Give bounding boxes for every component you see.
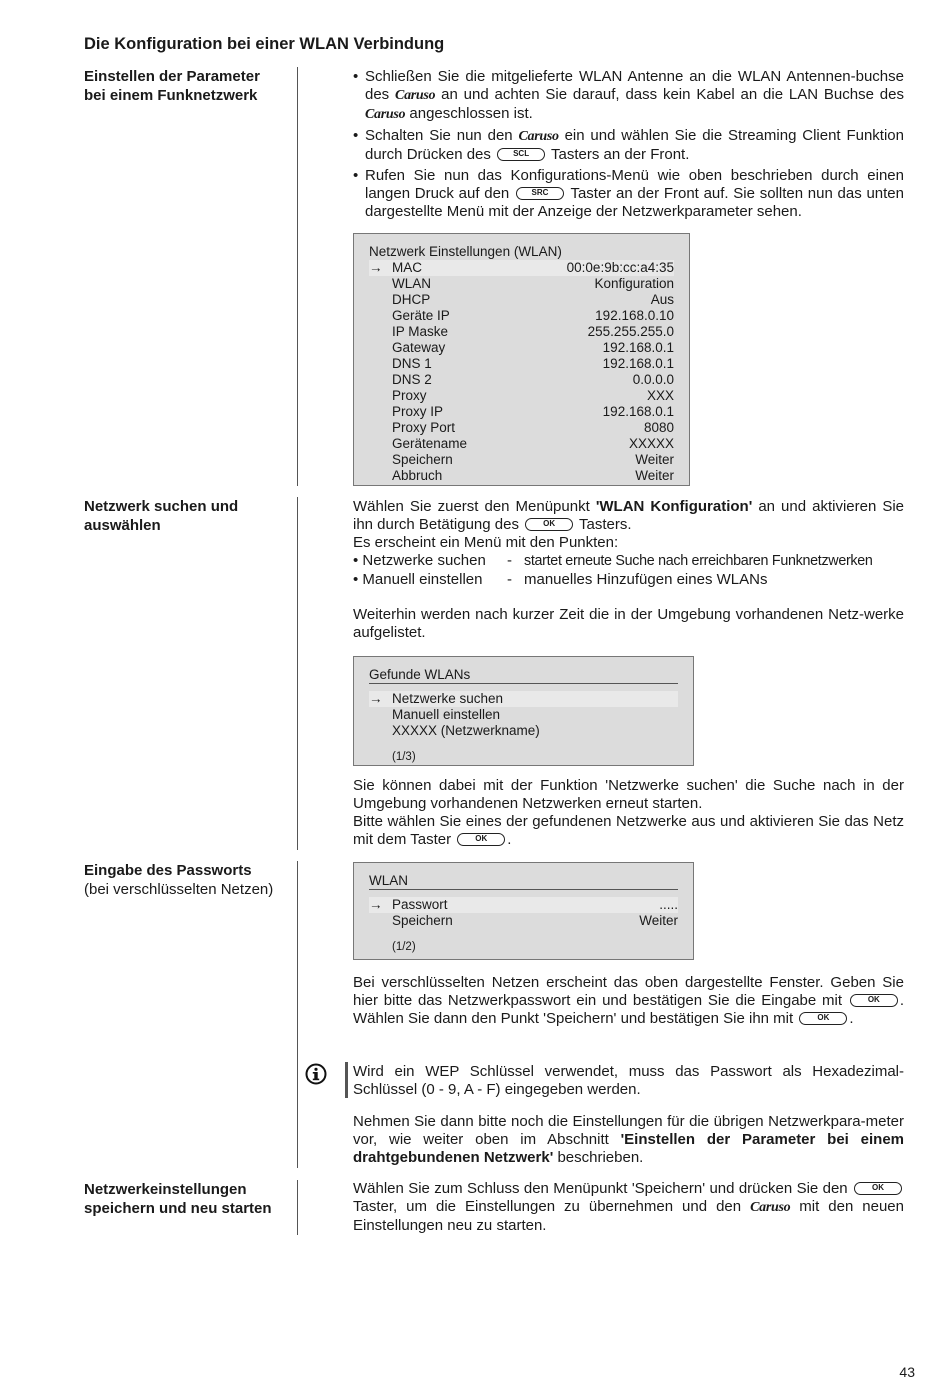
label-line: bei einem Funknetzwerk bbox=[84, 87, 258, 104]
screen-row bbox=[369, 404, 674, 420]
screen-footer: (1/2) bbox=[392, 941, 416, 953]
row-label: Passwort bbox=[392, 897, 448, 912]
screen-row bbox=[369, 707, 678, 723]
paragraph: Es erscheint ein Menü mit den Punkten: bbox=[353, 534, 619, 551]
caruso-logo: Caruso bbox=[395, 88, 436, 103]
text: Schließen Sie die mitgelieferte WLAN Antenne an die WLAN Antennen-buchse des bbox=[365, 68, 904, 103]
paragraph bbox=[353, 813, 904, 849]
screen-row bbox=[369, 388, 674, 404]
ok-key-icon: OK bbox=[850, 994, 898, 1007]
screen-row bbox=[369, 260, 674, 276]
ok-key-icon: OK bbox=[799, 1012, 847, 1025]
screen-network-settings bbox=[353, 233, 690, 486]
text: mit den neuen Einstellungen neu zu starten. bbox=[353, 1198, 904, 1234]
text: Manuell einstellen bbox=[362, 571, 483, 588]
section-3-note bbox=[353, 1063, 904, 1167]
section-divider bbox=[297, 861, 298, 1168]
text: Rufen Sie nun das Konfigurations-Menü wie oben beschrieben durch einen langen Druck auf den bbox=[365, 167, 904, 202]
list-item-desc: manuelles Hinzufügen eines WLANs bbox=[524, 571, 768, 588]
row-value: Weiter bbox=[639, 913, 678, 928]
row-label: Proxy Port bbox=[392, 420, 456, 435]
paragraph: Weiterhin werden nach kurzer Zeit die in der Umgebung vorhandenen Netz-werke aufgelistet. bbox=[353, 606, 904, 641]
section-divider bbox=[297, 67, 298, 486]
text: ein und wählen Sie die Streaming Client Funktion durch Drücken des bbox=[365, 127, 904, 163]
text: . bbox=[849, 1010, 854, 1027]
text: Bitte wählen Sie eines der gefundenen Netzwerke aus und aktivieren Sie das Netz mit dem Taster bbox=[353, 813, 904, 848]
info-icon bbox=[305, 1063, 327, 1085]
dash: - bbox=[507, 552, 512, 569]
section-divider bbox=[297, 1180, 298, 1235]
row-value: 255.255.255.0 bbox=[587, 324, 674, 339]
list-item bbox=[353, 571, 904, 590]
text: an und achten Sie darauf, dass kein Kabel an die LAN Buchse des bbox=[441, 86, 904, 103]
section-2-text-after bbox=[353, 777, 904, 849]
row-label: Manuell einstellen bbox=[392, 707, 501, 722]
text-bold: 'Einstellen der Parameter bei einem drahtgebundenen Netzwerk' bbox=[353, 1131, 904, 1166]
page-title: Die Konfiguration bei einer WLAN Verbindung bbox=[84, 35, 445, 53]
bullet-item bbox=[353, 68, 904, 124]
screen-wlan-password bbox=[353, 862, 694, 960]
caruso-logo: Caruso bbox=[365, 107, 406, 122]
section-3-text bbox=[353, 974, 904, 1028]
text: Tasters. bbox=[579, 516, 632, 533]
screen-title: Netzwerk Einstellungen (WLAN) bbox=[369, 244, 674, 261]
row-label: Netzwerke suchen bbox=[392, 691, 504, 706]
ok-key-icon: OK bbox=[854, 1182, 902, 1195]
ok-key-icon: OK bbox=[457, 833, 505, 846]
page-number: 43 bbox=[899, 1364, 915, 1380]
row-value: XXX bbox=[646, 388, 674, 403]
text: . bbox=[507, 831, 512, 848]
section-2-text bbox=[353, 498, 904, 642]
row-label: DNS 1 bbox=[392, 356, 432, 371]
row-value: ..... bbox=[659, 897, 678, 912]
screen-row bbox=[369, 420, 674, 436]
text: Wählen Sie zuerst den Menüpunkt bbox=[353, 498, 590, 515]
arrow-right-icon: → bbox=[369, 691, 383, 706]
src-key-icon: SRC bbox=[516, 187, 564, 200]
screen-row bbox=[369, 452, 674, 468]
row-value: 192.168.0.10 bbox=[595, 308, 674, 323]
text: Taster, um die Einstellungen zu übernehmen und den bbox=[353, 1198, 742, 1215]
list-item-key: • Netzwerke suchen bbox=[353, 552, 486, 569]
label-line: Netzwerkeinstellungen bbox=[84, 1181, 247, 1198]
screen-row bbox=[369, 913, 678, 929]
screen-row bbox=[369, 372, 674, 388]
row-label: Speichern bbox=[392, 913, 453, 928]
row-label: DNS 2 bbox=[392, 372, 432, 387]
screen-row bbox=[369, 436, 674, 452]
screen-row bbox=[369, 276, 674, 292]
row-label: Geräte IP bbox=[392, 308, 450, 323]
paragraph bbox=[353, 1113, 904, 1167]
row-label: DHCP bbox=[392, 292, 431, 307]
row-value: Weiter bbox=[635, 452, 674, 467]
label-line: speichern und neu starten bbox=[84, 1200, 272, 1217]
text: Wählen Sie zum Schluss den Menüpunkt 'Speichern' und drücken Sie den bbox=[353, 1180, 848, 1197]
section-label-passwort bbox=[84, 861, 289, 899]
section-label-speichern bbox=[84, 1180, 289, 1218]
section-4-text bbox=[353, 1180, 904, 1235]
screen-row bbox=[369, 723, 678, 739]
screen-title: Gefunde WLANs bbox=[369, 667, 678, 684]
caruso-logo: Caruso bbox=[518, 129, 559, 144]
list-item-desc: startet erneute Suche nach erreichbaren Funknetzwerken bbox=[524, 553, 873, 569]
text: Tasters an der Front. bbox=[550, 146, 690, 163]
note-bar bbox=[345, 1062, 348, 1098]
row-value: 0.0.0.0 bbox=[632, 372, 674, 387]
section-1-text bbox=[353, 68, 904, 221]
row-label: Gateway bbox=[392, 340, 446, 355]
label-line: auswählen bbox=[84, 517, 161, 534]
list-item-key: • Manuell einstellen bbox=[353, 571, 483, 588]
list-item bbox=[353, 552, 904, 571]
text: Taster an der Front auf. Sie sollten nun das unten dargestellte Menü mit der Anzeige der Netzwerkparameter sehen. bbox=[365, 185, 904, 220]
screen-footer: (1/3) bbox=[392, 751, 416, 763]
text: Netzwerke suchen bbox=[362, 552, 486, 569]
row-label: Speichern bbox=[392, 452, 453, 467]
caruso-logo: Caruso bbox=[750, 1200, 791, 1215]
label-line: (bei verschlüsselten Netzen) bbox=[84, 881, 274, 898]
paragraph bbox=[353, 1180, 904, 1235]
text-bold: 'WLAN Konfiguration' bbox=[595, 498, 753, 515]
row-value: Konfiguration bbox=[594, 276, 674, 291]
row-label: WLAN bbox=[392, 276, 432, 291]
row-label: Gerätename bbox=[392, 436, 468, 451]
row-value: XXXXX bbox=[628, 436, 674, 451]
row-value: Weiter bbox=[635, 468, 674, 483]
arrow-right-icon: → bbox=[369, 897, 383, 912]
screen-title: WLAN bbox=[369, 873, 678, 890]
label-line: Eingabe des Passworts bbox=[84, 862, 252, 879]
section-label-funknetzwerk bbox=[84, 67, 289, 105]
paragraph: Sie können dabei mit der Funktion 'Netzwerke suchen' die Suche nach in der Umgebung vorhandenen Netzwerken erneut starten. bbox=[353, 777, 904, 812]
text: Nehmen Sie dann bitte noch die Einstellungen für die übrigen Netzwerkpara-meter vor, wie weiter oben im Abschnitt bbox=[353, 1113, 904, 1148]
text: an und aktivieren Sie ihn durch Betätigung des bbox=[353, 498, 905, 533]
row-value: 00:0e:9b:cc:a4:35 bbox=[566, 260, 674, 275]
note-text: Wird ein WEP Schlüssel verwendet, muss das Passwort als Hexadezimal-Schlüssel (0 - 9, A - F) eingegeben werden. bbox=[353, 1063, 904, 1098]
bullet-item bbox=[353, 127, 904, 164]
text: Bei verschlüsselten Netzen erscheint das oben dargestellte Fenster. Geben Sie hier bitte das Netzwerkpasswort ein und bestätigen Sie die Eingabe mit bbox=[353, 974, 904, 1009]
screen-row bbox=[369, 324, 674, 340]
text: . Wählen Sie dann den Punkt 'Speichern' und bestätigen Sie ihn mit bbox=[353, 992, 904, 1027]
row-label: MAC bbox=[392, 260, 422, 275]
screen-row bbox=[369, 897, 678, 913]
paragraph bbox=[353, 974, 904, 1028]
row-label: Proxy IP bbox=[392, 404, 444, 419]
menu-options-list bbox=[353, 552, 904, 590]
row-label: Abbruch bbox=[392, 468, 443, 483]
paragraph bbox=[353, 498, 904, 534]
screen-found-wlans bbox=[353, 656, 694, 766]
row-value: 192.168.0.1 bbox=[602, 356, 674, 371]
arrow-right-icon: → bbox=[369, 260, 383, 275]
screen-row bbox=[369, 292, 674, 308]
row-label: Proxy bbox=[392, 388, 427, 403]
scl-key-icon: SCL bbox=[497, 148, 545, 161]
row-value: Aus bbox=[650, 292, 674, 307]
bullet-item bbox=[353, 167, 904, 221]
ok-key-icon: OK bbox=[525, 518, 573, 531]
text: beschrieben. bbox=[557, 1149, 644, 1166]
screen-row bbox=[369, 308, 674, 324]
label-line: Netzwerk suchen und bbox=[84, 498, 239, 515]
section-divider bbox=[297, 497, 298, 850]
text: Schalten Sie nun den bbox=[365, 127, 513, 144]
row-label: IP Maske bbox=[392, 324, 449, 339]
screen-row bbox=[369, 468, 674, 484]
dash: - bbox=[507, 571, 512, 588]
row-value: 8080 bbox=[643, 420, 674, 435]
screen-row bbox=[369, 340, 674, 356]
section-label-netzwerk-suchen bbox=[84, 497, 289, 535]
row-value: 192.168.0.1 bbox=[602, 340, 674, 355]
text: angeschlossen ist. bbox=[409, 105, 533, 122]
row-value: 192.168.0.1 bbox=[602, 404, 674, 419]
screen-row bbox=[369, 356, 674, 372]
screen-row bbox=[369, 691, 678, 707]
row-label: XXXXX (Netzwerkname) bbox=[392, 723, 540, 738]
label-line: Einstellen der Parameter bbox=[84, 68, 260, 85]
